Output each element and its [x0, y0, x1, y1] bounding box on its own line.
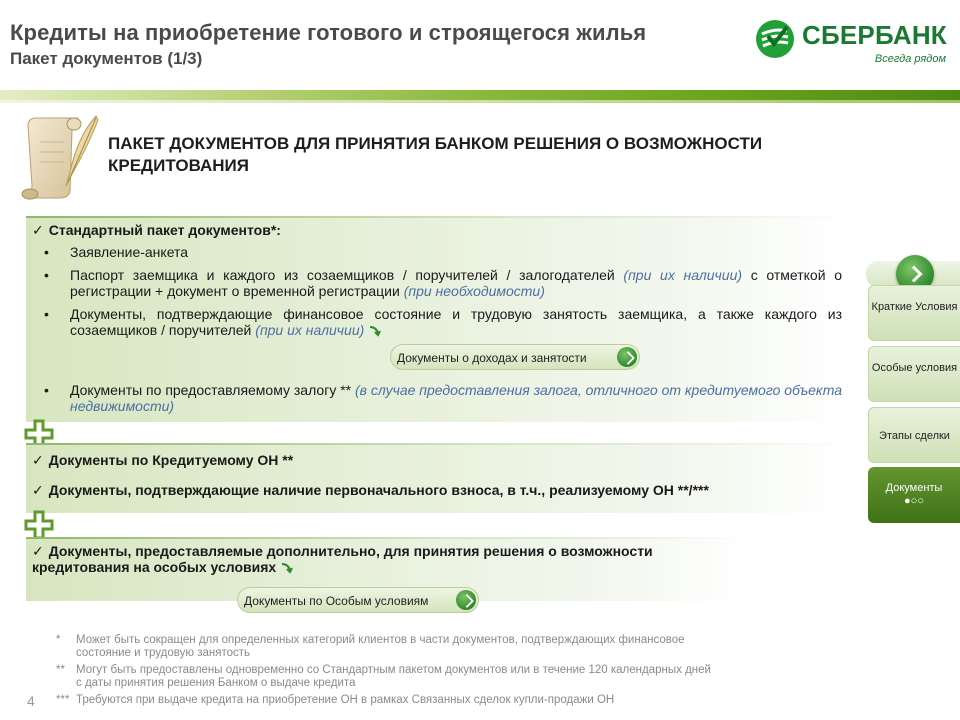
standard-package-block: [26, 216, 844, 422]
credited-property-block: [26, 443, 844, 513]
bullet-dot: •: [44, 382, 49, 398]
down-payment-docs: ✓ Документы, подтверждающие наличие первоначального взноса, в т.ч., реализуемому ОН **/***: [32, 482, 709, 498]
list-item: • Документы, подтверждающие финансовое состояние и трудовую занятость заемщика, а также каждого из созаемщиков / поручителей (при их наличии): [44, 306, 842, 338]
curved-arrow-icon: [368, 325, 384, 337]
credited-property-docs: ✓ Документы по Кредитуемому ОН **: [32, 452, 294, 468]
special-conditions-docs: ✓ Документы, предоставляемые дополнительно, для принятия решения о возможности кредитования на особых условиях: [32, 543, 653, 575]
bullet-dot: •: [44, 306, 49, 322]
scroll-quill-icon: [18, 112, 104, 202]
pagination-dots: ●○○: [904, 495, 924, 507]
package-title: ПАКЕТ ДОКУМЕНТОВ ДЛЯ ПРИНЯТИЯ БАНКОМ РЕШЕНИЯ О ВОЗМОЖНОСТИ КРЕДИТОВАНИЯ: [108, 134, 763, 175]
sberbank-logo-icon: [754, 18, 796, 60]
check-icon: ✓: [32, 482, 44, 498]
slide-title: Кредиты на приобретение готового и строящегося жилья: [10, 20, 647, 45]
list-item: • Паспорт заемщика и каждого из созаемщиков / поручителей / залогодателей (при их наличии) с отметкой о регистрации + документ о временной регистрации (при необходимости): [44, 267, 842, 299]
list-item: • Заявление-анкета: [44, 244, 189, 260]
bullet-dot: •: [44, 244, 49, 260]
bullet-dot: •: [44, 267, 49, 283]
page-number: 4: [27, 693, 35, 709]
list-item: • Документы по предоставляемому залогу ** (в случае предоставления залога, отличного от кредитуемого объекта недвижимости): [44, 382, 842, 414]
sberbank-logo: [754, 16, 950, 72]
logo-tagline: Всегда рядом: [874, 53, 946, 65]
footnote: * Может быть сокращен для определенных категорий клиентов в части документов, подтверждающих финансовое состояние и трудовую занятость: [56, 634, 685, 659]
income-documents-link[interactable]: Документы о доходах и занятости: [390, 344, 640, 370]
arrow-right-icon: [617, 347, 637, 367]
curved-arrow-icon: [280, 562, 296, 574]
arrow-right-icon: [456, 590, 476, 610]
tab-documents[interactable]: Документы ●○○: [868, 467, 960, 523]
special-conditions-link[interactable]: Документы по Особым условиям: [237, 587, 479, 613]
check-icon: ✓: [32, 452, 44, 468]
header-stripe-shadow: [0, 100, 960, 103]
check-icon: ✓: [32, 543, 44, 559]
tab-brief-conditions[interactable]: Краткие Условия: [868, 285, 960, 341]
tab-special-conditions[interactable]: Особые условия: [868, 346, 960, 402]
slide-subtitle: Пакет документов (1/3): [10, 49, 203, 68]
logo-wordmark: СБЕРБАНК: [802, 20, 947, 50]
tab-deal-stages[interactable]: Этапы сделки: [868, 407, 960, 463]
standard-package-heading: ✓ Стандартный пакет документов*:: [32, 222, 281, 238]
check-icon: ✓: [32, 222, 44, 238]
slide-header: [0, 0, 960, 92]
footnote: *** Требуются при выдаче кредита на приобретение ОН в рамках Связанных сделок купли-продажи ОН: [56, 694, 615, 706]
footnote: ** Могут быть предоставлены одновременно со Стандартным пакетом документов или в течение 120 календарных дней с даты принятия решения Банком о выдаче кредита: [56, 664, 711, 689]
plus-icon: [24, 510, 54, 540]
